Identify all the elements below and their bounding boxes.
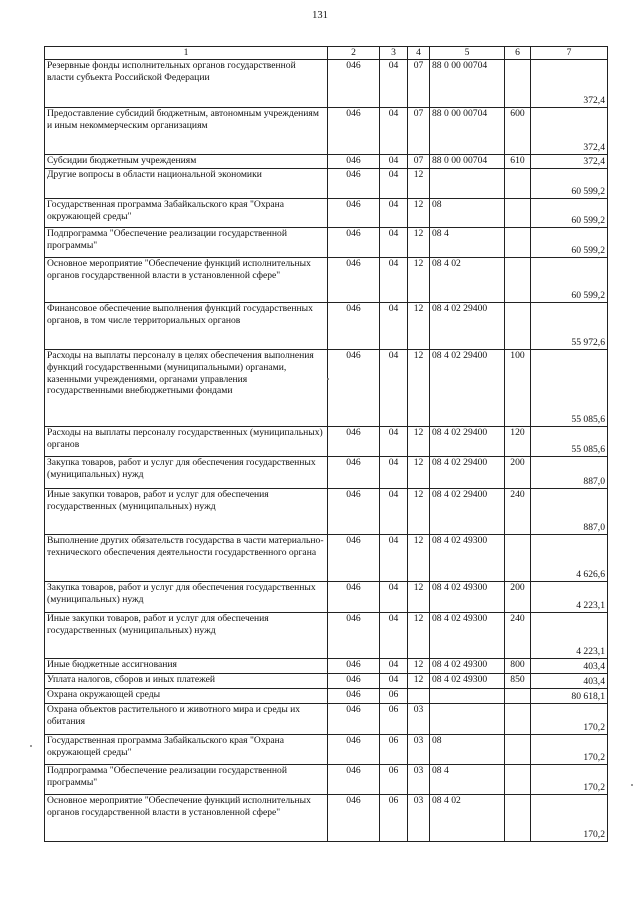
row-admin-code: 046 [328,795,380,842]
row-target-article: 08 4 02 49300 [430,582,505,613]
row-admin-code: 046 [328,108,380,155]
row-section: 04 [380,582,408,613]
row-admin-code: 046 [328,582,380,613]
table-row [45,765,608,795]
row-target-article: 08 4 [430,765,505,795]
row-expense-type [505,535,531,582]
row-section: 04 [380,169,408,199]
row-amount: 887,0 [531,457,608,489]
row-target-article: 08 4 02 29400 [430,457,505,489]
row-admin-code: 046 [328,457,380,489]
row-expense-type [505,795,531,842]
row-subsection: 03 [408,765,430,795]
budget-table [44,46,608,842]
row-expense-type: 800 [505,659,531,674]
row-section: 04 [380,350,408,427]
row-admin-code: 046 [328,258,380,303]
row-name: Основное мероприятие "Обеспечение функций исполнительных органов государственной власти в установленной сфере" [45,795,328,842]
row-name: Государственная программа Забайкальского края "Охрана окружающей среды" [45,199,328,228]
row-subsection: 03 [408,704,430,735]
table-row [45,582,608,613]
row-name: Другие вопросы в области национальной экономики [45,169,328,199]
row-name: Основное мероприятие "Обеспечение функций исполнительных органов государственной власти в установленной сфере" [45,258,328,303]
row-section: 04 [380,613,408,659]
row-section: 04 [380,457,408,489]
row-target-article: 08 4 [430,228,505,258]
row-name: Охрана окружающей среды [45,689,328,704]
row-target-article: 08 4 02 29400 [430,489,505,535]
row-name: Расходы на выплаты персоналу в целях обеспечения выполнения функций государственными (муниципальными) органами, казенными учреждениями, органами управления государственными внебюджетными фондами [45,350,328,427]
row-expense-type [505,228,531,258]
row-admin-code: 046 [328,674,380,689]
row-amount: 4 626,6 [531,535,608,582]
row-expense-type [505,704,531,735]
row-name: Выполнение других обязательств государства в части материально-технического обеспечения деятельности государственного органа [45,535,328,582]
table-row [45,689,608,704]
row-expense-type: 100 [505,350,531,427]
row-section: 04 [380,303,408,350]
row-admin-code: 046 [328,613,380,659]
row-expense-type: 200 [505,582,531,613]
row-amount: 170,2 [531,735,608,765]
header-col-4: 4 [408,47,430,60]
row-amount: 170,2 [531,765,608,795]
table-row [45,155,608,169]
row-section: 04 [380,427,408,457]
row-admin-code: 046 [328,704,380,735]
row-expense-type [505,258,531,303]
header-col-5: 5 [430,47,505,60]
row-name: Субсидии бюджетным учреждениям [45,155,328,169]
scan-speck [327,378,329,380]
row-expense-type [505,60,531,108]
row-admin-code: 046 [328,427,380,457]
row-target-article: 08 4 02 29400 [430,350,505,427]
row-target-article [430,689,505,704]
row-target-article [430,169,505,199]
row-name: Уплата налогов, сборов и иных платежей [45,674,328,689]
row-name: Расходы на выплаты персоналу государственных (муниципальных) органов [45,427,328,457]
row-target-article: 08 4 02 49300 [430,535,505,582]
row-target-article: 08 [430,735,505,765]
header-col-6: 6 [505,47,531,60]
row-expense-type [505,735,531,765]
table-row [45,795,608,842]
row-amount: 60 599,2 [531,228,608,258]
row-expense-type [505,199,531,228]
row-subsection: 12 [408,659,430,674]
row-admin-code: 046 [328,765,380,795]
row-amount: 170,2 [531,795,608,842]
row-expense-type [505,303,531,350]
scan-speck [631,784,633,786]
row-section: 04 [380,60,408,108]
row-section: 06 [380,795,408,842]
row-subsection: 07 [408,60,430,108]
table-row [45,60,608,108]
header-col-7: 7 [531,47,608,60]
row-subsection: 12 [408,303,430,350]
row-name: Иные закупки товаров, работ и услуг для обеспечения государственных (муниципальных) нужд [45,489,328,535]
table-row [45,199,608,228]
row-expense-type [505,765,531,795]
row-amount: 60 599,2 [531,258,608,303]
row-amount: 55 085,6 [531,350,608,427]
row-subsection: 07 [408,155,430,169]
row-subsection: 12 [408,228,430,258]
row-amount: 403,4 [531,674,608,689]
table-row [45,659,608,674]
row-section: 06 [380,765,408,795]
row-admin-code: 046 [328,303,380,350]
row-subsection: 07 [408,108,430,155]
row-section: 04 [380,489,408,535]
row-name: Закупка товаров, работ и услуг для обеспечения государственных (муниципальных) нужд [45,582,328,613]
row-section: 06 [380,704,408,735]
table-row [45,258,608,303]
row-subsection: 12 [408,489,430,535]
row-admin-code: 046 [328,155,380,169]
row-subsection: 03 [408,735,430,765]
row-admin-code: 046 [328,199,380,228]
row-section: 04 [380,258,408,303]
row-section: 04 [380,108,408,155]
row-admin-code: 046 [328,350,380,427]
row-target-article: 08 4 02 49300 [430,659,505,674]
row-expense-type [505,689,531,704]
row-admin-code: 046 [328,689,380,704]
header-col-1: 1 [45,47,328,60]
row-admin-code: 046 [328,228,380,258]
row-target-article: 08 4 02 29400 [430,303,505,350]
row-subsection: 12 [408,199,430,228]
row-target-article: 88 0 00 00704 [430,155,505,169]
row-expense-type: 600 [505,108,531,155]
table-body [45,47,608,842]
row-admin-code: 046 [328,659,380,674]
table-row [45,704,608,735]
row-subsection: 12 [408,535,430,582]
row-target-article: 08 [430,199,505,228]
row-amount: 372,4 [531,108,608,155]
row-admin-code: 046 [328,489,380,535]
row-amount: 403,4 [531,659,608,674]
page-number: 131 [312,10,328,21]
row-name: Финансовое обеспечение выполнения функций государственных органов, в том числе территориальных органов [45,303,328,350]
row-section: 04 [380,659,408,674]
row-section: 04 [380,155,408,169]
table-row [45,303,608,350]
table-row [45,427,608,457]
row-amount: 887,0 [531,489,608,535]
row-amount: 55 972,6 [531,303,608,350]
table-row [45,674,608,689]
row-section: 04 [380,228,408,258]
row-target-article: 08 4 02 [430,795,505,842]
table-row [45,489,608,535]
table-row [45,228,608,258]
row-subsection: 12 [408,674,430,689]
scan-speck [30,745,32,747]
row-target-article: 08 4 02 29400 [430,427,505,457]
row-expense-type [505,169,531,199]
row-expense-type: 200 [505,457,531,489]
table-row [45,535,608,582]
row-section: 06 [380,689,408,704]
row-target-article: 88 0 00 00704 [430,60,505,108]
table-row [45,613,608,659]
row-admin-code: 046 [328,60,380,108]
row-name: Предоставление субсидий бюджетным, автономным учреждениям и иным некоммерческим организациям [45,108,328,155]
row-subsection: 03 [408,795,430,842]
row-subsection: 12 [408,427,430,457]
row-amount: 80 618,1 [531,689,608,704]
row-expense-type: 610 [505,155,531,169]
row-expense-type: 240 [505,613,531,659]
table-row [45,457,608,489]
row-subsection: 12 [408,613,430,659]
row-name: Подпрограмма "Обеспечение реализации государственной программы" [45,765,328,795]
header-col-2: 2 [328,47,380,60]
row-section: 06 [380,735,408,765]
row-target-article [430,704,505,735]
row-subsection: 12 [408,582,430,613]
table-row [45,108,608,155]
row-expense-type: 850 [505,674,531,689]
table-header-row [45,47,608,60]
row-subsection [408,689,430,704]
row-section: 04 [380,674,408,689]
row-name: Иные бюджетные ассигнования [45,659,328,674]
header-col-3: 3 [380,47,408,60]
row-name: Иные закупки товаров, работ и услуг для обеспечения государственных (муниципальных) нужд [45,613,328,659]
row-name: Охрана объектов растительного и животного мира и среды их обитания [45,704,328,735]
row-admin-code: 046 [328,169,380,199]
row-name: Государственная программа Забайкальского края "Охрана окружающей среды" [45,735,328,765]
row-amount: 4 223,1 [531,613,608,659]
row-name: Подпрограмма "Обеспечение реализации государственной программы" [45,228,328,258]
row-target-article: 08 4 02 49300 [430,674,505,689]
row-section: 04 [380,535,408,582]
row-expense-type: 120 [505,427,531,457]
row-section: 04 [380,199,408,228]
row-name: Резервные фонды исполнительных органов государственной власти субъекта Российской Федерации [45,60,328,108]
row-amount: 372,4 [531,155,608,169]
row-subsection: 12 [408,258,430,303]
row-expense-type: 240 [505,489,531,535]
row-amount: 372,4 [531,60,608,108]
row-subsection: 12 [408,169,430,199]
row-amount: 4 223,1 [531,582,608,613]
table-row [45,735,608,765]
row-subsection: 12 [408,350,430,427]
row-subsection: 12 [408,457,430,489]
row-target-article: 08 4 02 49300 [430,613,505,659]
row-amount: 55 085,6 [531,427,608,457]
table-row [45,350,608,427]
row-amount: 170,2 [531,704,608,735]
row-target-article: 08 4 02 [430,258,505,303]
row-target-article: 88 0 00 00704 [430,108,505,155]
row-admin-code: 046 [328,535,380,582]
row-name: Закупка товаров, работ и услуг для обеспечения государственных (муниципальных) нужд [45,457,328,489]
table-row [45,169,608,199]
row-amount: 60 599,2 [531,199,608,228]
row-admin-code: 046 [328,735,380,765]
row-amount: 60 599,2 [531,169,608,199]
